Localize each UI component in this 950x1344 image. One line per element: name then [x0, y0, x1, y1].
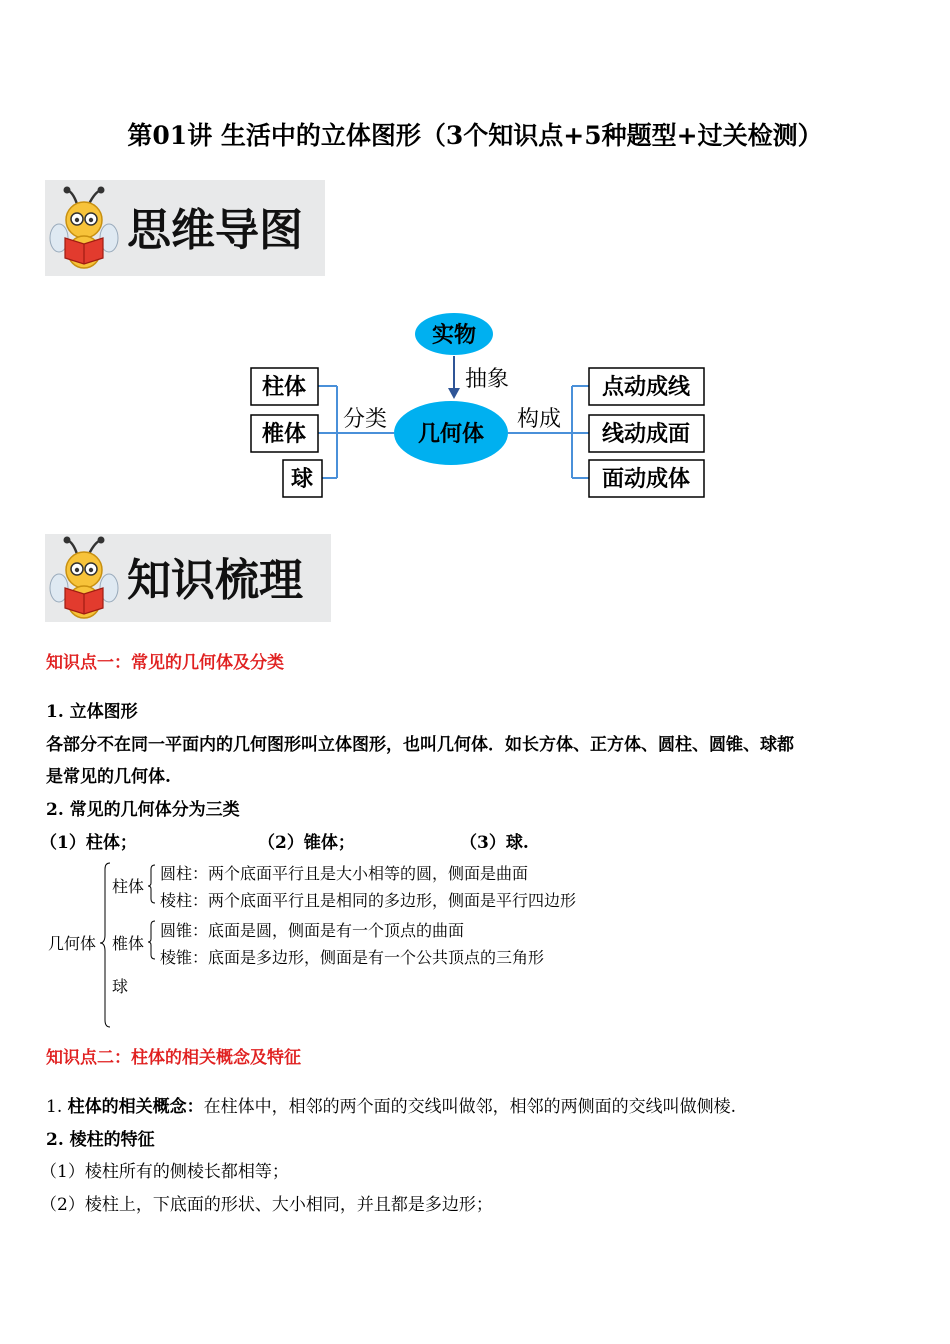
mindmap-right-item-1: 点动成线: [601, 374, 691, 399]
tree-leaf-cylinder: 圆柱：两个底面平行且是大小相等的圆，侧面是曲面: [160, 866, 529, 883]
tree-branch-prism: 柱体: [112, 879, 145, 896]
type-2: （2）锥体；: [258, 833, 355, 853]
section1-item2-title: 2. 常见的几何体分为三类: [46, 800, 240, 820]
tree-root: 几何体: [48, 936, 97, 953]
section1-item1-line1: 各部分不在同一平面内的几何图形叫立体图形，也叫几何体．如长方体、正方体、圆柱、圆锥、球都: [46, 735, 794, 755]
bee-reading-icon: [49, 536, 119, 622]
concept-term: 柱体的相关概念：: [67, 1097, 204, 1117]
banner-knowledge-text: 知识梳理: [127, 555, 303, 606]
section2-feature-2: （2）棱柱上，下底面的形状、大小相同，并且都是多边形；: [40, 1195, 493, 1215]
mindmap-center-text: 几何体: [417, 421, 485, 446]
type-1: （1）柱体；: [40, 833, 137, 853]
tree-leaf-pyramid: 棱锥：底面是多边形，侧面是有一个公共顶点的三角形: [160, 950, 545, 967]
section2-concept-line: [46, 1092, 736, 1117]
mindmap-left-label: 分类: [343, 406, 388, 431]
mindmap-right-item-2: 线动成面: [601, 421, 691, 446]
section1-heading: 知识点一：常见的几何体及分类: [46, 653, 284, 673]
section1-item1-line2: 是常见的几何体.: [46, 767, 171, 787]
mindmap-top-text: 实物: [431, 322, 477, 347]
tree-branch-cone: 椎体: [112, 936, 145, 953]
banner-mindmap: [45, 180, 325, 276]
arrow-down-icon: [448, 388, 460, 399]
banner-knowledge: [45, 534, 331, 622]
section2-heading: 知识点二：柱体的相关概念及特征: [46, 1048, 301, 1068]
mindmap-arrow-label: 抽象: [465, 366, 510, 391]
concept-text: 在柱体中，相邻的两个面的交线叫做邻，相邻的两侧面的交线叫做侧棱.: [203, 1097, 737, 1117]
section1-item1-title: 1. 立体图形: [46, 702, 138, 722]
classification-tree: [0, 855, 700, 1035]
mindmap-right-label: 构成: [517, 406, 562, 431]
bee-reading-icon: [49, 186, 119, 272]
mindmap-left-item-2: 椎体: [261, 421, 307, 446]
type-3: （3）球.: [460, 833, 529, 853]
mind-map: [0, 300, 950, 510]
page-title: 第01讲 生活中的立体图形（3个知识点+5种题型+过关检测）: [127, 121, 823, 150]
tree-branch-sphere: 球: [112, 979, 129, 996]
banner-mindmap-text: 思维导图: [127, 205, 303, 256]
section2-feature-1: （1）棱柱所有的侧棱长都相等；: [40, 1162, 289, 1182]
mindmap-left-item-3: 球: [290, 466, 314, 491]
concept-number: 1.: [46, 1097, 63, 1117]
section2-feature-title: 2. 棱柱的特征: [46, 1130, 155, 1150]
mindmap-right-item-3: 面动成体: [601, 466, 691, 491]
mindmap-left-item-1: 柱体: [261, 374, 307, 399]
tree-leaf-cone: 圆锥：底面是圆，侧面是有一个顶点的曲面: [160, 923, 465, 940]
tree-leaf-prism: 棱柱：两个底面平行且是相同的多边形，侧面是平行四边形: [160, 893, 577, 910]
